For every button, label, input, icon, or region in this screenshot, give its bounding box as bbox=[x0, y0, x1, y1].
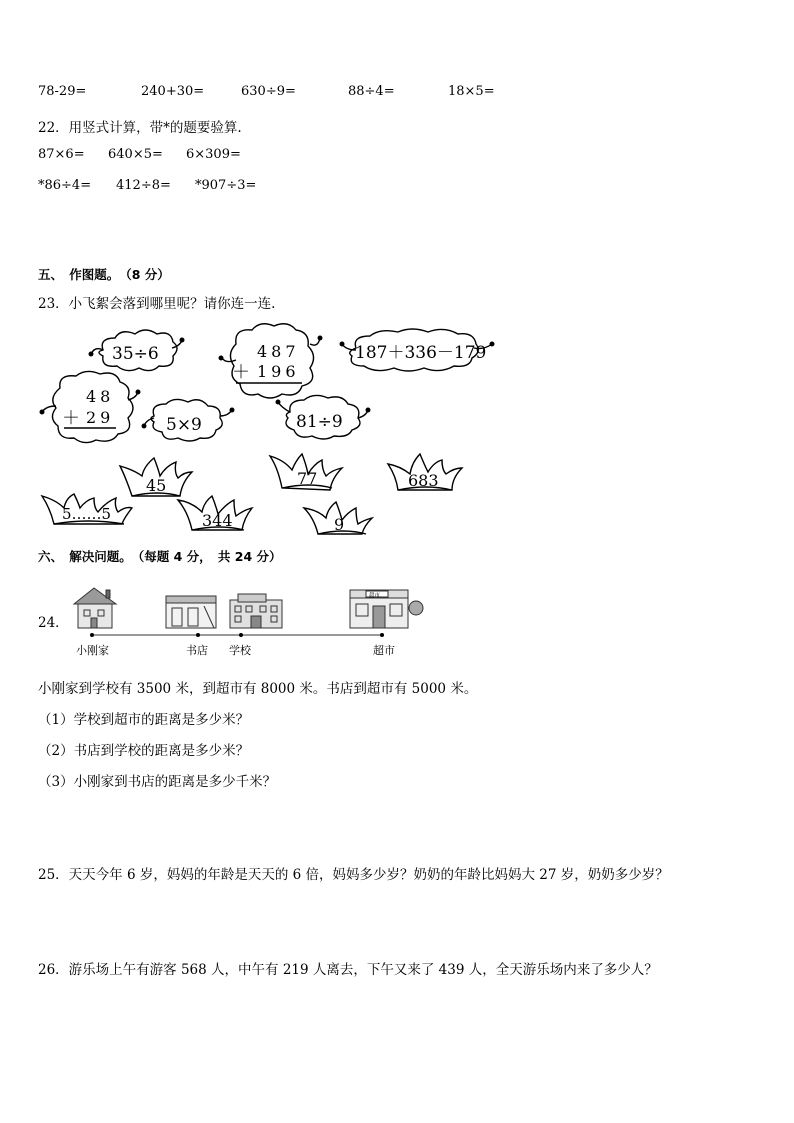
point-bookstore bbox=[196, 633, 200, 637]
calc-item: *86÷4= bbox=[38, 178, 92, 193]
section-6-title: 六、 解决问题。 （每题 4 分， 共 24 分） bbox=[38, 549, 282, 564]
calc-item: 412÷8= bbox=[116, 178, 171, 193]
calc-item: *907÷3= bbox=[195, 178, 257, 193]
grass-label: 9 bbox=[334, 515, 345, 534]
grass-label: 344 bbox=[202, 511, 233, 530]
school-icon bbox=[230, 594, 282, 628]
cloud-label: 35÷6 bbox=[112, 344, 159, 364]
calc-item: 6×309= bbox=[186, 147, 241, 162]
question-26: 26．游乐场上午有游客 568 人，中午有 219 人离去，下午又来了 439 人，全天游乐场内来了多少人？ bbox=[38, 962, 658, 978]
supermarket-icon bbox=[350, 590, 423, 628]
question-22-title: 22．用竖式计算，带*的题要验算. bbox=[38, 120, 242, 136]
grass-45[interactable] bbox=[120, 458, 192, 496]
label-school: 学校 bbox=[229, 644, 251, 657]
grass-5-rem-5[interactable] bbox=[42, 494, 132, 524]
question-25: 25．天天今年 6 岁，妈妈的年龄是天天的 6 倍，妈妈多少岁？奶奶的年龄比妈妈大 27 岁，奶奶多少岁？ bbox=[38, 867, 669, 883]
cloud-48-plus-29[interactable] bbox=[40, 371, 140, 442]
calc-item: 87×6= bbox=[38, 147, 85, 162]
vertical-top: 48 bbox=[86, 387, 115, 406]
vertical-top: 487 bbox=[257, 342, 300, 361]
calc-item: 640×5= bbox=[108, 147, 163, 162]
vertical-bottom: 196 bbox=[257, 362, 300, 381]
point-home bbox=[90, 633, 94, 637]
grass-344[interactable] bbox=[178, 496, 252, 530]
calc-item: 88÷4= bbox=[348, 84, 395, 99]
cloud-187-plus-336-minus-179[interactable] bbox=[340, 329, 494, 371]
grass-label: 45 bbox=[146, 476, 167, 495]
calc-item: 78-29= bbox=[38, 84, 87, 99]
grass-label: 5……5 bbox=[62, 505, 112, 523]
cloud-label: 187＋336－179 bbox=[355, 343, 487, 363]
supermarket-sign: 超市 bbox=[369, 593, 381, 599]
vertical-op: ＋ bbox=[62, 408, 80, 429]
cloud-81-div-9[interactable] bbox=[276, 395, 370, 439]
question-23-title: 23．小飞絮会落到哪里呢？请你连一连. bbox=[38, 296, 276, 312]
grass-77[interactable] bbox=[270, 454, 342, 490]
cloud-label: 81÷9 bbox=[296, 412, 343, 432]
calc-item: 240+30= bbox=[141, 84, 205, 99]
calc-item: 630÷9= bbox=[241, 84, 296, 99]
point-school bbox=[239, 633, 243, 637]
cloud-487-plus-196[interactable] bbox=[219, 324, 322, 398]
label-bookstore: 书店 bbox=[186, 644, 208, 657]
label-home: 小刚家 bbox=[76, 644, 109, 657]
grass-9[interactable] bbox=[304, 502, 372, 534]
cloud-35-div-6[interactable] bbox=[89, 330, 184, 371]
house-icon bbox=[74, 588, 116, 628]
route-map bbox=[60, 582, 460, 642]
q24-sub-2: （2）书店到学校的距离是多少米？ bbox=[38, 743, 250, 759]
calc-item: 18×5= bbox=[448, 84, 495, 99]
grass-683[interactable] bbox=[388, 454, 462, 490]
grass-label: 683 bbox=[408, 471, 439, 490]
section-5-title: 五、 作图题。 （8 分） bbox=[38, 267, 170, 282]
q24-sub-1: （1）学校到超市的距离是多少米？ bbox=[38, 712, 250, 728]
cloud-5-times-9[interactable] bbox=[142, 399, 234, 441]
point-supermarket bbox=[380, 633, 384, 637]
q23-matching-figure bbox=[0, 320, 794, 550]
grass-label: 77 bbox=[297, 469, 318, 488]
q24-sub-3: （3）小刚家到书店的距离是多少千米？ bbox=[38, 774, 277, 790]
question-24-number: 24． bbox=[38, 615, 69, 631]
label-supermarket: 超市 bbox=[373, 644, 395, 657]
vertical-op: ＋ bbox=[232, 362, 250, 383]
q24-statement: 小刚家到学校有 3500 米，到超市有 8000 米。书店到超市有 5000 米。 bbox=[38, 681, 478, 697]
vertical-bottom: 29 bbox=[86, 408, 115, 427]
bookstore-icon bbox=[166, 596, 216, 628]
cloud-label: 5×9 bbox=[166, 415, 202, 435]
